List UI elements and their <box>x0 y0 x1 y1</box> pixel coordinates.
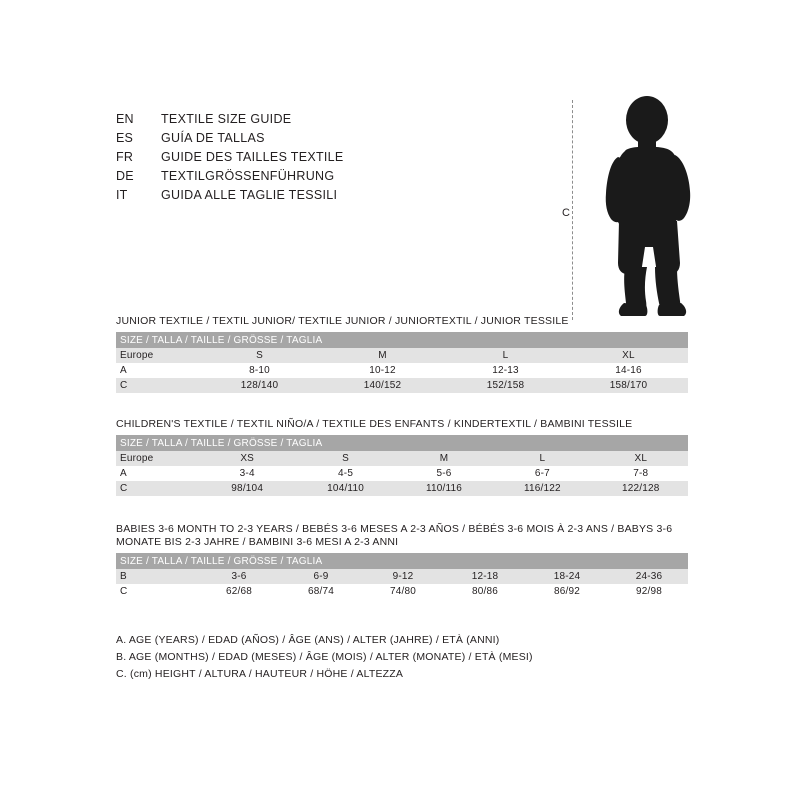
section-babies-title: BABIES 3-6 MONTH TO 2-3 YEARS / BEBÉS 3-6 MESES A 2-3 AÑOS / BÉBÉS 3-6 MOIS À 2-3 ANS / BABYS 3-6 MONATE BIS 2-3 JAHRE / BAMBINI 3-6 MESI A 2-3 ANNI <box>116 523 673 548</box>
cell: S <box>294 451 392 466</box>
language-row-es <box>116 129 536 148</box>
row-label: A <box>116 363 196 378</box>
table-row <box>116 363 688 378</box>
babies-size-table <box>116 553 688 599</box>
cell: 5-6 <box>393 466 491 481</box>
child-silhouette-icon <box>585 95 715 320</box>
children-table-head: SIZE / TALLA / TAILLE / GRÖSSE / TAGLIA <box>116 435 688 451</box>
cell: 68/74 <box>278 584 360 599</box>
cell: 110/116 <box>393 481 491 496</box>
table-row <box>116 569 688 584</box>
language-code-en: EN <box>116 112 134 126</box>
table-row <box>116 451 688 466</box>
row-label: C <box>116 378 196 393</box>
cell: 80/86 <box>442 584 524 599</box>
language-code-de: DE <box>116 169 134 183</box>
table-row <box>116 378 688 393</box>
row-label: B <box>116 569 196 584</box>
cell: L <box>442 348 565 363</box>
legend <box>116 632 688 683</box>
language-row-it <box>116 186 536 205</box>
children-size-table <box>116 435 688 496</box>
cell: XL <box>590 451 688 466</box>
cell: 152/158 <box>442 378 565 393</box>
babies-table-head: SIZE / TALLA / TAILLE / GRÖSSE / TAGLIA <box>116 553 688 569</box>
section-children-title: CHILDREN'S TEXTILE / TEXTIL NIÑO/A / TEXTILE DES ENFANTS / KINDERTEXTIL / BAMBINI TESSILE <box>116 418 633 430</box>
cell: L <box>491 451 589 466</box>
section-children <box>116 418 688 496</box>
cell: 6-9 <box>278 569 360 584</box>
cell: XL <box>565 348 688 363</box>
row-label: Europe <box>116 348 196 363</box>
cell: 92/98 <box>606 584 688 599</box>
language-code-fr: FR <box>116 150 134 164</box>
language-code-es: ES <box>116 131 134 145</box>
cell: M <box>319 348 442 363</box>
legend-line-b: B. AGE (MONTHS) / EDAD (MESES) / ÂGE (MOIS) / ALTER (MONATE) / ETÀ (MESI) <box>116 651 533 663</box>
cell: 4-5 <box>294 466 392 481</box>
language-text-de: TEXTILGRÖSSENFÜHRUNG <box>161 169 335 183</box>
cell: 74/80 <box>360 584 442 599</box>
junior-size-table <box>116 332 688 393</box>
cell: 7-8 <box>590 466 688 481</box>
legend-line-c: C. (cm) HEIGHT / ALTURA / HAUTEUR / HÖHE / ALTEZZA <box>116 668 404 680</box>
table-row <box>116 348 688 363</box>
cell: 140/152 <box>319 378 442 393</box>
cell: S <box>196 348 319 363</box>
language-row-fr <box>116 148 536 167</box>
language-header <box>116 110 536 205</box>
table-row <box>116 466 688 481</box>
section-junior <box>116 315 688 393</box>
cell: 12-18 <box>442 569 524 584</box>
cell: XS <box>196 451 294 466</box>
table-header-row <box>116 435 688 451</box>
cell: 3-6 <box>196 569 278 584</box>
cell: 86/92 <box>524 584 606 599</box>
height-measure-label: C <box>562 207 570 219</box>
cell: 8-10 <box>196 363 319 378</box>
cell: M <box>393 451 491 466</box>
table-header-row <box>116 553 688 569</box>
cell: 158/170 <box>565 378 688 393</box>
section-junior-title: JUNIOR TEXTILE / TEXTIL JUNIOR/ TEXTILE JUNIOR / JUNIORTEXTIL / JUNIOR TESSILE <box>116 315 569 327</box>
cell: 98/104 <box>196 481 294 496</box>
cell: 6-7 <box>491 466 589 481</box>
cell: 10-12 <box>319 363 442 378</box>
row-label: Europe <box>116 451 196 466</box>
cell: 62/68 <box>196 584 278 599</box>
table-header-row <box>116 332 688 348</box>
language-text-es: GUÍA DE TALLAS <box>161 131 265 145</box>
row-label: C <box>116 584 196 599</box>
row-label: C <box>116 481 196 496</box>
cell: 128/140 <box>196 378 319 393</box>
cell: 12-13 <box>442 363 565 378</box>
cell: 18-24 <box>524 569 606 584</box>
cell: 14-16 <box>565 363 688 378</box>
cell: 24-36 <box>606 569 688 584</box>
cell: 116/122 <box>491 481 589 496</box>
language-text-en: TEXTILE SIZE GUIDE <box>161 112 292 126</box>
junior-table-head: SIZE / TALLA / TAILLE / GRÖSSE / TAGLIA <box>116 332 688 348</box>
cell: 3-4 <box>196 466 294 481</box>
height-dashed-line <box>572 100 573 320</box>
table-row <box>116 481 688 496</box>
cell: 104/110 <box>294 481 392 496</box>
language-text-fr: GUIDE DES TAILLES TEXTILE <box>161 150 344 164</box>
section-babies <box>116 523 688 599</box>
legend-line-a: A. AGE (YEARS) / EDAD (AÑOS) / ÂGE (ANS) / ALTER (JAHRE) / ETÀ (ANNI) <box>116 634 500 646</box>
language-row-de <box>116 167 536 186</box>
measurement-figure <box>540 95 770 330</box>
cell: 9-12 <box>360 569 442 584</box>
row-label: A <box>116 466 196 481</box>
cell: 122/128 <box>590 481 688 496</box>
language-code-it: IT <box>116 188 128 202</box>
language-text-it: GUIDA ALLE TAGLIE TESSILI <box>161 188 338 202</box>
language-row-en <box>116 110 536 129</box>
table-row <box>116 584 688 599</box>
